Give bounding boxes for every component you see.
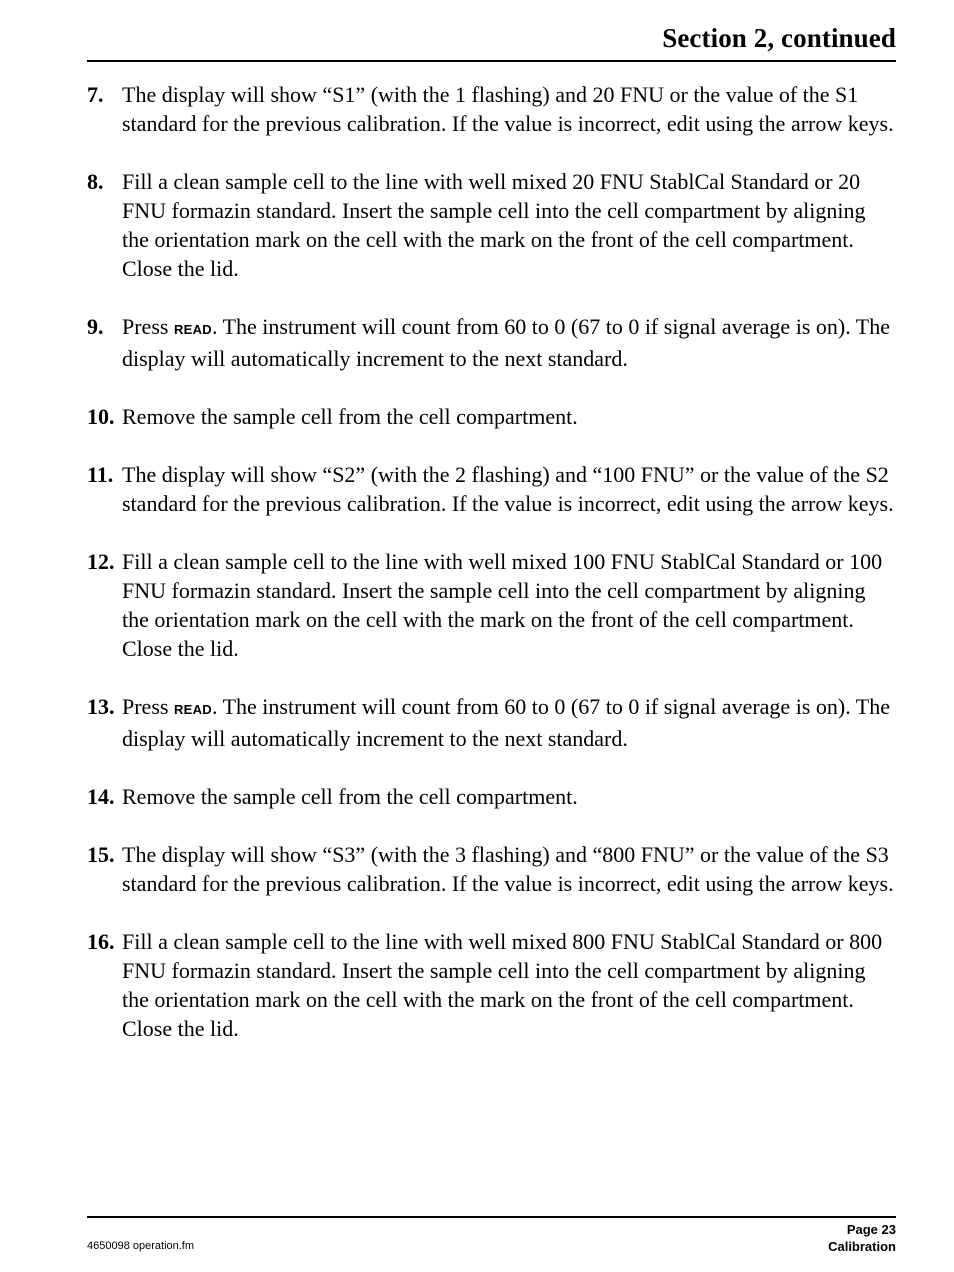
step-13 [87, 692, 897, 753]
step-text-pre: Press [122, 694, 174, 719]
step-number: 11. [87, 462, 114, 487]
step-14 [87, 782, 897, 811]
step-number: 13. [87, 694, 115, 719]
read-key-label: READ [173, 702, 212, 717]
step-text: The display will show “S1” (with the 1 flashing) and 20 FNU or the value of the S1 standard for the previous calibration. If the value is incorrect, edit using the arrow keys. [122, 82, 894, 136]
step-text: Remove the sample cell from the cell compartment. [122, 404, 578, 429]
step-9 [87, 312, 897, 373]
step-text: Fill a clean sample cell to the line with well mixed 800 FNU StablCal Standard or 800 FNU formazin standard. Insert the sample cell into the cell compartment by aligning the orientation mark on the cell with the mark on the front of the cell compartment. Close the lid. [122, 929, 883, 1041]
step-number: 9. [87, 314, 104, 339]
page-number: Page 23 [846, 1222, 896, 1237]
procedure-steps [87, 80, 897, 1072]
step-text: The display will show “S3” (with the 3 flashing) and “800 FNU” or the value of the S3 standard for the previous calibration. If the value is incorrect, edit using the arrow keys. [122, 842, 894, 896]
step-8 [87, 167, 897, 283]
step-text: Fill a clean sample cell to the line with well mixed 20 FNU StablCal Standard or 20 FNU formazin standard. Insert the sample cell into the cell compartment by aligning the orientation mark on the cell with the mark on the front of the cell compartment. Close the lid. [122, 169, 866, 281]
read-key-label: READ [173, 322, 212, 337]
step-number: 14. [87, 784, 115, 809]
step-number: 10. [87, 404, 115, 429]
step-text: The display will show “S2” (with the 2 flashing) and “100 FNU” or the value of the S2 standard for the previous calibration. If the value is incorrect, edit using the arrow keys. [122, 462, 894, 516]
step-text-pre: Press [122, 314, 174, 339]
step-text: Fill a clean sample cell to the line with well mixed 100 FNU StablCal Standard or 100 FNU formazin standard. Insert the sample cell into the cell compartment by aligning the orientation mark on the cell with the mark on the front of the cell compartment. Close the lid. [122, 549, 883, 661]
footer-page-info [828, 1221, 896, 1255]
step-text: Remove the sample cell from the cell compartment. [122, 784, 578, 809]
step-text-post: . The instrument will count from 60 to 0 (67 to 0 if signal average is on). The display will automatically increment to the next standard. [122, 314, 891, 371]
step-number: 7. [87, 82, 104, 107]
step-number: 12. [87, 549, 115, 574]
section-title: Section 2, continued [662, 23, 896, 53]
step-12 [87, 547, 897, 663]
step-text-post: . The instrument will count from 60 to 0 (67 to 0 if signal average is on). The display will automatically increment to the next standard. [122, 694, 891, 751]
footer-filename: 4650098 operation.fm [87, 1240, 195, 1252]
step-number: 8. [87, 169, 104, 194]
step-number: 16. [87, 929, 115, 954]
step-number: 15. [87, 842, 115, 867]
step-15 [87, 840, 897, 898]
step-10 [87, 402, 897, 431]
footer-section: Calibration [828, 1239, 896, 1254]
step-16 [87, 927, 897, 1043]
step-7 [87, 80, 897, 138]
page-footer [87, 1216, 896, 1254]
page-header [87, 22, 896, 62]
step-11 [87, 460, 897, 518]
